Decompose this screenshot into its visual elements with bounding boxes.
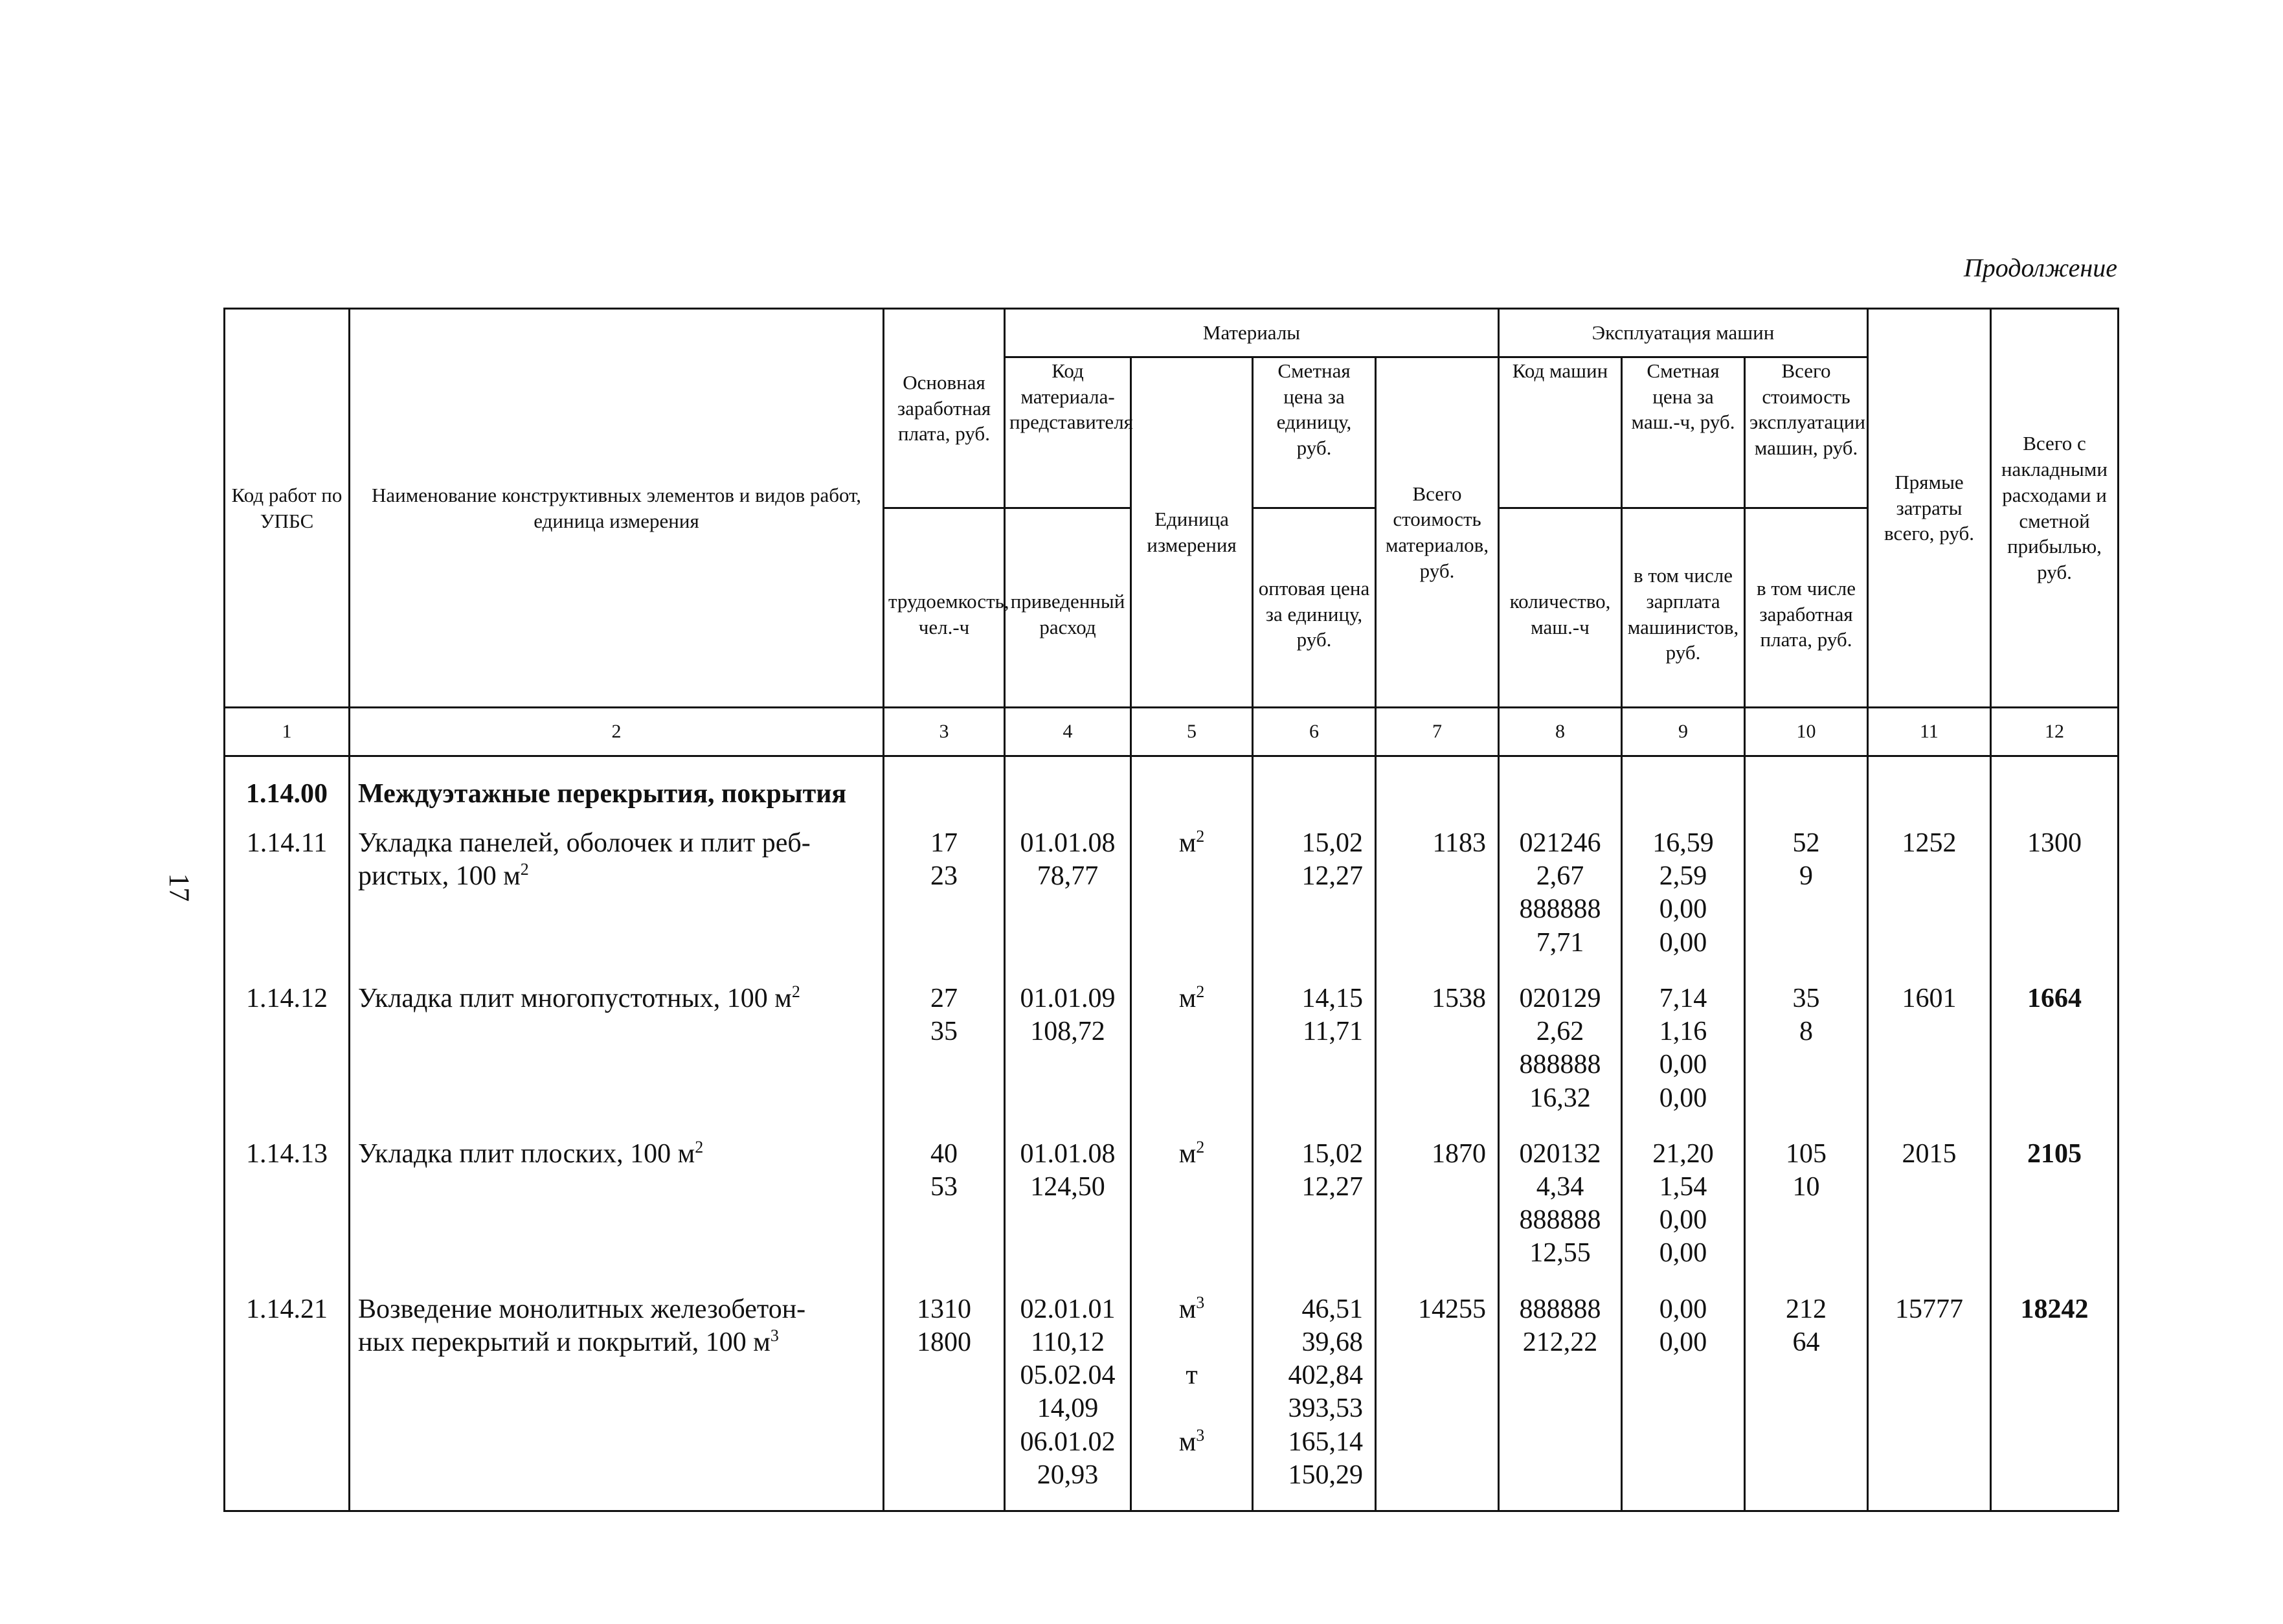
value-line: 11,71 [1303, 1017, 1363, 1047]
value-line: 21,20 [1652, 1138, 1714, 1169]
column-number: 7 [1376, 708, 1499, 756]
header-wholesale-price: оптовая цена за единицу, руб. [1253, 508, 1376, 708]
table-row [225, 1127, 2119, 1283]
total-with-overhead: 18242 [1991, 1283, 2119, 1510]
value-line: 16,59 [1652, 828, 1714, 858]
header-materials-group: Материалы [1005, 309, 1499, 357]
value-line: 14,15 [1301, 983, 1363, 1013]
table-row [225, 817, 2119, 972]
work-name-line: ных перекрытий и покрытий, 100 $м^3$ [358, 1325, 779, 1357]
value-line: 020132 [1519, 1138, 1601, 1169]
value-line: 150,29 [1288, 1460, 1363, 1490]
column-number: 4 [1005, 708, 1131, 756]
machine-price [1622, 817, 1745, 972]
empty-cell [350, 1510, 884, 1511]
header-unit: Единица измерения [1131, 357, 1253, 708]
value-line: 888888 [1519, 1050, 1601, 1080]
value-line: 212,22 [1522, 1327, 1598, 1357]
unit-line [1136, 1392, 1248, 1425]
price-table [223, 308, 2119, 1512]
machines-total [1745, 1283, 1868, 1510]
value-line: 0,00 [1659, 894, 1707, 925]
direct-costs: 1601 [1868, 972, 1991, 1127]
header-machine-salary: в том числе заработная плата, руб. [1745, 508, 1868, 708]
table-row [225, 1283, 2119, 1510]
value-line: 53 [930, 1172, 958, 1202]
header-base-salary: Основная заработная плата, руб. [884, 309, 1005, 508]
header-direct-costs: Прямые затраты всего, руб. [1868, 309, 1991, 708]
value-line: 01.01.08 [1020, 828, 1116, 858]
value-line: 1,54 [1659, 1172, 1707, 1202]
value-line: 2,62 [1536, 1017, 1584, 1047]
section-code: 1.14.00 [225, 756, 350, 817]
value-line: 01.01.08 [1020, 1138, 1116, 1169]
table-header [225, 309, 2119, 756]
value-line: 9 [1799, 861, 1813, 892]
work-code: 1.14.21 [225, 1283, 350, 1510]
work-name-line: Укладка плит многопустотных, 100 $м^2$ [358, 982, 800, 1013]
column-number: 5 [1131, 708, 1253, 756]
value-line: 108,72 [1030, 1017, 1105, 1047]
value-line: 06.01.02 [1020, 1427, 1116, 1457]
value-line: 124,50 [1030, 1172, 1105, 1202]
value-line: 393,53 [1288, 1393, 1363, 1424]
salary-labor [884, 1283, 1005, 1510]
empty-cell [225, 1510, 350, 1511]
unit-exponent: 2 [520, 860, 529, 879]
unit-price [1253, 972, 1376, 1127]
filler-row [225, 1510, 2119, 1511]
value-line: 110,12 [1031, 1327, 1105, 1357]
value-line: 40 [930, 1138, 958, 1169]
work-name-line: Возведение монолитных железобетон- [358, 1294, 806, 1324]
value-line: 14,09 [1037, 1393, 1099, 1424]
materials-total: 14255 [1376, 1283, 1499, 1510]
value-line: 12,27 [1301, 1172, 1363, 1202]
unit-exponent: 2 [695, 1137, 704, 1156]
value-line: 20,93 [1037, 1460, 1099, 1490]
work-name [350, 1127, 884, 1283]
value-line: 888888 [1519, 894, 1601, 925]
value-line: 0,00 [1659, 927, 1707, 958]
material-code [1005, 817, 1131, 972]
value-line: 888888 [1519, 1294, 1601, 1324]
value-line: 05.02.04 [1020, 1360, 1116, 1391]
header-machine-hours: количество, маш.-ч [1499, 508, 1622, 708]
unit-line: $м^3$ [1178, 1292, 1205, 1324]
work-name-line: ристых, 100 $м^2$ [358, 860, 529, 892]
value-line: 888888 [1519, 1205, 1601, 1235]
value-line: 17 [930, 828, 958, 858]
value-line: 021246 [1519, 828, 1601, 858]
value-line: 020129 [1519, 983, 1601, 1013]
value-line: 0,00 [1659, 1083, 1707, 1113]
value-line: 8 [1799, 1017, 1813, 1047]
header-unit-price: Сметная цена за единицу, руб. [1253, 357, 1376, 508]
work-name [350, 972, 884, 1127]
header-material-code: Код материала-представителя [1005, 357, 1131, 508]
column-number: 1 [225, 708, 350, 756]
machine-price [1622, 1283, 1745, 1510]
column-number: 10 [1745, 708, 1868, 756]
header-operator-salary: в том числе зарплата машинистов, руб. [1622, 508, 1745, 708]
value-line: 0,00 [1659, 1327, 1707, 1357]
value-line: 02.01.01 [1020, 1294, 1116, 1324]
unit-line: $м^2$ [1178, 1137, 1205, 1169]
machines-total [1745, 972, 1868, 1127]
column-number: 8 [1499, 708, 1622, 756]
value-line: 0,00 [1659, 1294, 1707, 1324]
unit-exponent: 2 [1196, 982, 1205, 1001]
value-line: 7,71 [1536, 927, 1584, 958]
column-number: 11 [1868, 708, 1991, 756]
header-work-code: Код работ по УПБС [225, 309, 350, 708]
direct-costs: 1252 [1868, 817, 1991, 972]
value-line: 2,67 [1536, 861, 1584, 892]
unit-price [1253, 817, 1376, 972]
empty-cell [1991, 1510, 2119, 1511]
value-line: 10 [1792, 1172, 1820, 1202]
total-with-overhead: 2105 [1991, 1127, 2119, 1283]
value-line: 2,59 [1659, 861, 1707, 892]
unit-exponent: 2 [791, 982, 800, 1001]
machine-price [1622, 1127, 1745, 1283]
unit [1131, 972, 1253, 1127]
value-line: 0,00 [1659, 1050, 1707, 1080]
continuation-label: Продолжение [1963, 253, 2117, 282]
salary-labor [884, 972, 1005, 1127]
value-line: 12,55 [1529, 1238, 1591, 1269]
machine-code [1499, 1127, 1622, 1283]
header-machines-total: Всего стоимость эксплуатации машин, руб. [1745, 357, 1868, 508]
column-number: 12 [1991, 708, 2119, 756]
empty-cell [1376, 1510, 1499, 1511]
empty-cell [1005, 1510, 1131, 1511]
value-line: 0,00 [1659, 1205, 1707, 1235]
unit-line: $м^3$ [1178, 1425, 1205, 1457]
empty-cell [884, 1510, 1005, 1511]
unit-exponent: 3 [1196, 1425, 1205, 1445]
value-line: 105 [1786, 1138, 1827, 1169]
unit [1131, 1283, 1253, 1510]
work-name [350, 817, 884, 972]
value-line: 15,02 [1301, 828, 1363, 858]
value-line: 35 [1792, 983, 1820, 1013]
section-row [225, 756, 2119, 817]
unit-line [1136, 1326, 1248, 1359]
value-line: 01.01.09 [1020, 983, 1116, 1013]
work-code: 1.14.12 [225, 972, 350, 1127]
unit-price [1253, 1127, 1376, 1283]
materials-total: 1183 [1376, 817, 1499, 972]
work-code: 1.14.11 [225, 817, 350, 972]
header-labor-intensity: трудоемкость, чел.-ч [884, 508, 1005, 708]
column-number: 2 [350, 708, 884, 756]
unit-price [1253, 1283, 1376, 1510]
value-line: 39,68 [1301, 1327, 1363, 1357]
unit-line: $м^2$ [1178, 982, 1205, 1013]
header-materials-total: Всего стоимость материалов, руб. [1376, 357, 1499, 708]
value-line: 7,14 [1659, 983, 1707, 1013]
header-machine-hour-price: Сметная цена за маш.-ч, руб. [1622, 357, 1745, 508]
header-machine-code: Код машин [1499, 357, 1622, 508]
value-line: 52 [1792, 828, 1820, 858]
table-body [225, 756, 2119, 1511]
unit-exponent: 3 [1196, 1292, 1205, 1312]
header-total-with-overhead: Всего с накладными расходами и сметной прибылью, руб. [1991, 309, 2119, 708]
direct-costs: 2015 [1868, 1127, 1991, 1283]
work-name-line: Укладка панелей, оболочек и плит реб- [358, 828, 811, 858]
material-code [1005, 1283, 1131, 1510]
header-reduced-consumption: приведенный расход [1005, 508, 1131, 708]
machine-price [1622, 972, 1745, 1127]
salary-labor [884, 1127, 1005, 1283]
value-line: 4,34 [1536, 1172, 1584, 1202]
column-number: 9 [1622, 708, 1745, 756]
work-name-line: Укладка плит плоских, 100 $м^2$ [358, 1137, 704, 1169]
unit-line: $м^2$ [1178, 827, 1205, 858]
header-machines-group: Эксплуатация машин [1499, 309, 1868, 357]
value-line: 23 [930, 861, 958, 892]
section-title: Междуэтажные перекрытия, покрытия [350, 756, 884, 817]
machine-code [1499, 817, 1622, 972]
value-line: 1310 [917, 1294, 971, 1324]
column-number: 6 [1253, 708, 1376, 756]
unit-exponent: 3 [770, 1325, 779, 1345]
total-with-overhead: 1300 [1991, 817, 2119, 972]
value-line: 165,14 [1288, 1427, 1363, 1457]
machines-total [1745, 1127, 1868, 1283]
unit-exponent: 2 [1196, 827, 1205, 846]
column-number: 3 [884, 708, 1005, 756]
value-line: 78,77 [1037, 861, 1099, 892]
value-line: 402,84 [1288, 1360, 1363, 1391]
value-line: 1,16 [1659, 1017, 1707, 1047]
direct-costs: 15777 [1868, 1283, 1991, 1510]
empty-cell [1131, 1510, 1253, 1511]
salary-labor [884, 817, 1005, 972]
machine-code [1499, 1283, 1622, 1510]
value-line: 212 [1786, 1294, 1827, 1324]
unit [1131, 1127, 1253, 1283]
machines-total [1745, 817, 1868, 972]
page-number: 17 [163, 873, 196, 902]
value-line: 35 [930, 1017, 958, 1047]
value-line: 46,51 [1301, 1294, 1363, 1324]
value-line: 27 [930, 983, 958, 1013]
unit [1131, 817, 1253, 972]
empty-cell [1622, 1510, 1745, 1511]
empty-cell [1868, 1510, 1991, 1511]
unit-exponent: 2 [1196, 1137, 1205, 1156]
empty-cell [1499, 1510, 1622, 1511]
empty-cell [1253, 1510, 1376, 1511]
material-code [1005, 1127, 1131, 1283]
materials-total: 1870 [1376, 1127, 1499, 1283]
materials-total: 1538 [1376, 972, 1499, 1127]
machine-code [1499, 972, 1622, 1127]
table-row [225, 972, 2119, 1127]
value-line: 15,02 [1301, 1138, 1363, 1169]
value-line: 64 [1792, 1327, 1820, 1357]
work-name [350, 1283, 884, 1510]
work-code: 1.14.13 [225, 1127, 350, 1283]
unit-line: т [1186, 1360, 1198, 1391]
header-work-name: Наименование конструктивных элементов и видов работ, единица измерения [350, 309, 884, 708]
value-line: 1800 [917, 1327, 971, 1357]
empty-cell [1745, 1510, 1868, 1511]
value-line: 12,27 [1301, 861, 1363, 892]
value-line: 16,32 [1529, 1083, 1591, 1113]
value-line: 0,00 [1659, 1238, 1707, 1269]
total-with-overhead: 1664 [1991, 972, 2119, 1127]
material-code [1005, 972, 1131, 1127]
